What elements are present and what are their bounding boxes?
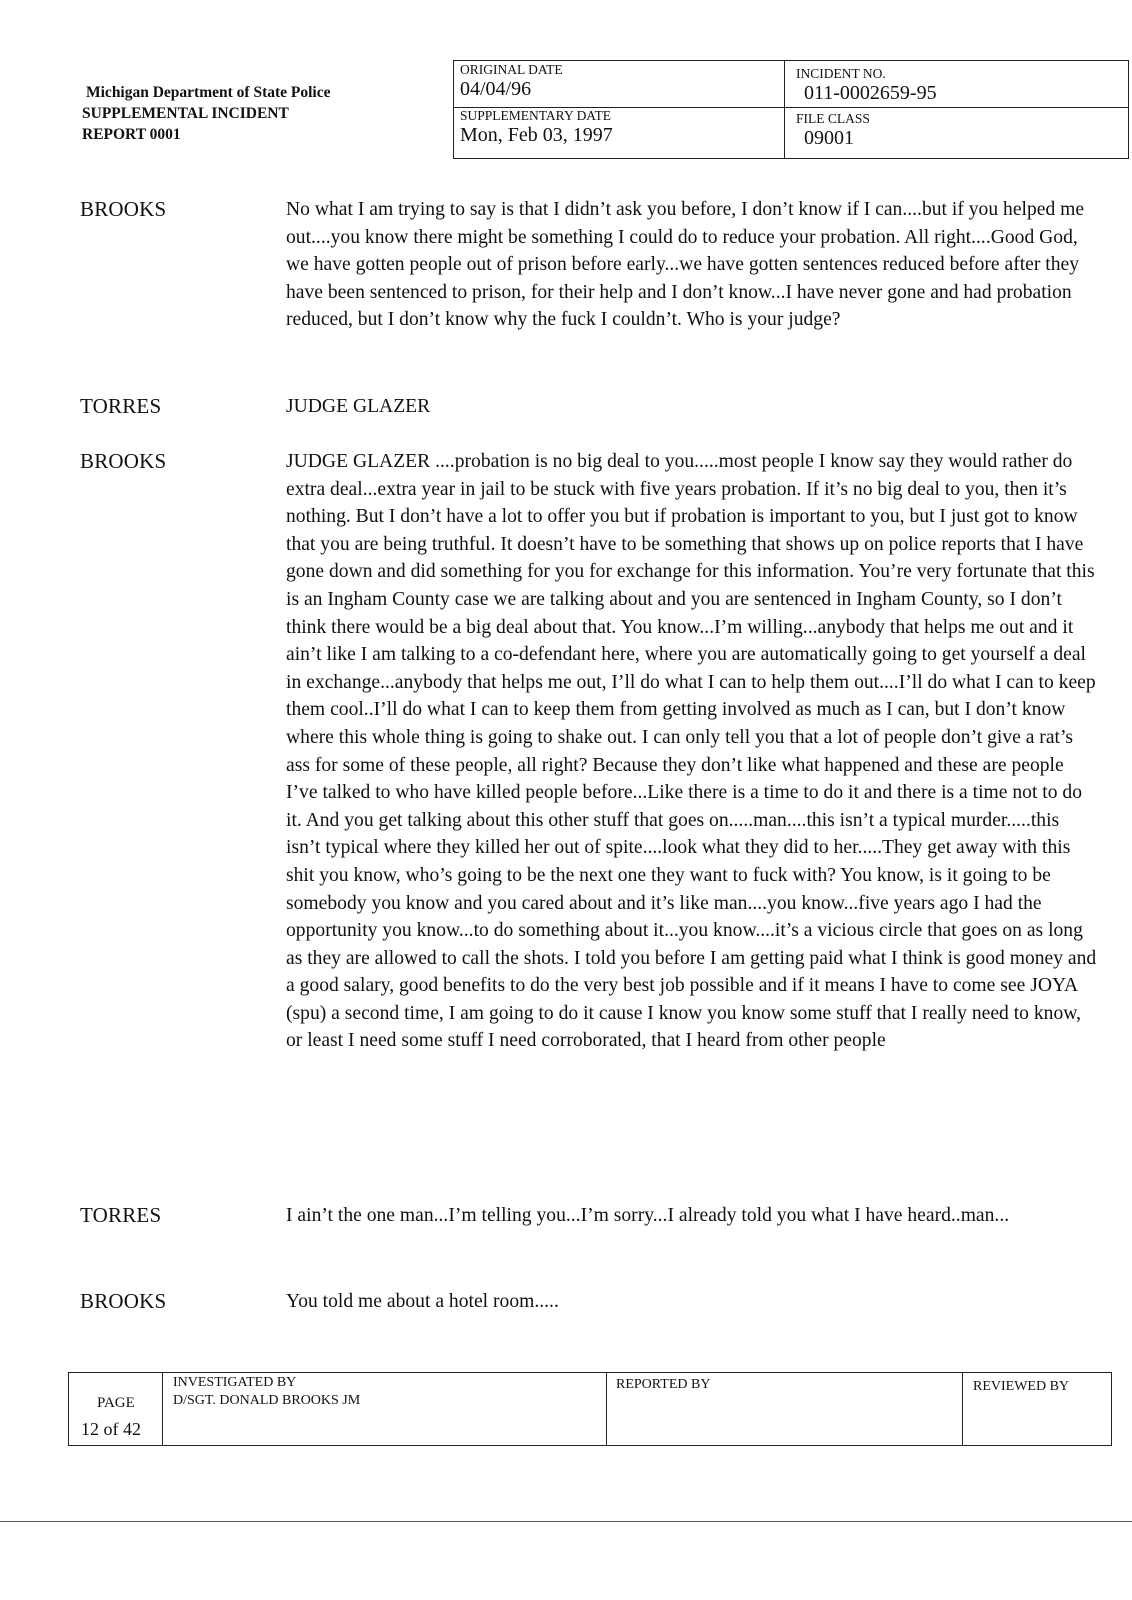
report-type: SUPPLEMENTAL INCIDENT: [82, 105, 289, 122]
header-info-box: [453, 60, 1129, 159]
speaker-name: BROOKS: [80, 197, 167, 221]
investigated-by-label: INVESTIGATED BY: [173, 1375, 297, 1390]
incident-no-value: 011-0002659-95: [804, 82, 937, 104]
original-date-label: ORIGINAL DATE: [460, 62, 563, 77]
report-number: REPORT 0001: [82, 126, 181, 143]
speech-text: JUDGE GLAZER ....probation is no big deal to you.....most people I know say they would rather do extra deal...extra year in jail to be stuck with five years probation. If it’s no big deal to you, then it’s nothing. But I don’t have a lot to offer you but if probation is important to you, but I just got to know that you are being truthful. It doesn’t have to be something that shows up on police reports that I have gone down and did something for you for exchange for this information. You’re very fortunate that this is an Ingham County case we are talking about and you are sentenced in Ingham County, so I don’t think there would be a big deal about that. You know...I’m willing...anybody that helps me out and it ain’t like I am talking to a co-defendant here, where you are automatically going to get yourself a deal in exchange...anybody that helps me out, I’ll do what I can to help them out....I’ll do what I can to keep them cool..I’ll do what I can to keep them from getting involved as much as I can, but I don’t know where this whole thing is going to shake out. I can only tell you that a lot of people don’t give a rat’s ass for some of these people, all right? Because they don’t like what happened and these are people I’ve talked to who have killed people before...Like there is a time to do it and there is a time not to do it. And you get talking about this other stuff that goes on.....man....this isn’t a typical murder.....this isn’t typical where they killed her out of spite....look what they did to her.....They get away with this shit you know, who’s going to be the next one they want to fuck with? You know, is it going to be somebody you know and you cared about and it’s like man....you know...five years ago I had the opportunity you know...to do something about it...you know....it’s a vicious circle that goes on as long as they are allowed to call the shots. I told you before I am getting paid what I think is good money and a good salary, good benefits to do the very best job possible and if it means I have to come see JOYA (spu) a second time, I am going to do it cause I know you know some stuff that I really need to know, or least I need some stuff I need corroborated, that I heard from other people: [286, 451, 1097, 1052]
incident-no-cell: [796, 66, 937, 105]
agency-heading: [82, 82, 422, 145]
speech-text: I ain’t the one man...I’m telling you...I’m sorry...I already told you what I have heard..man...: [286, 1205, 1010, 1226]
supplementary-date-label: SUPPLEMENTARY DATE: [460, 108, 612, 123]
investigated-by-value: D/SGT. DONALD BROOKS JM: [173, 1393, 361, 1408]
page-label: PAGE: [97, 1395, 135, 1411]
supplementary-date-value: Mon, Feb 03, 1997: [460, 124, 613, 146]
file-class-value: 09001: [804, 127, 854, 149]
speaker-name: TORRES: [80, 1203, 162, 1227]
speaker-name: BROOKS: [80, 449, 167, 473]
incident-no-label: INCIDENT NO.: [796, 66, 886, 81]
agency-name: Michigan Department of State Police: [86, 84, 331, 101]
file-class-cell: [796, 111, 870, 150]
speech-text: JUDGE GLAZER: [286, 396, 431, 417]
speaker-name: BROOKS: [80, 1289, 167, 1313]
file-class-label: FILE CLASS: [796, 111, 870, 126]
reviewed-by-label: REVIEWED BY: [973, 1379, 1070, 1394]
reported-by-label: REPORTED BY: [616, 1377, 711, 1392]
footer-signature-box: [68, 1372, 1112, 1446]
original-date-cell: [460, 62, 563, 101]
speech-text: No what I am trying to say is that I didn’t ask you before, I don’t know if I can....but if you helped me out....you know there might be something I could do to reduce your probation. All right....Good God, we have gotten people out of prison before early...we have gotten sentences reduced before after they have been sentenced to prison, for their help and I don’t know...I have never gone and had probation reduced, but I don’t know why the fuck I couldn’t. Who is your judge?: [286, 199, 1085, 331]
bottom-rule: [0, 1521, 1132, 1522]
page-number: 12 of 42: [81, 1419, 141, 1439]
speaker-name: TORRES: [80, 394, 162, 418]
original-date-value: 04/04/96: [460, 78, 532, 100]
speech-text: You told me about a hotel room.....: [286, 1291, 559, 1312]
supplementary-date-cell: [460, 108, 613, 147]
